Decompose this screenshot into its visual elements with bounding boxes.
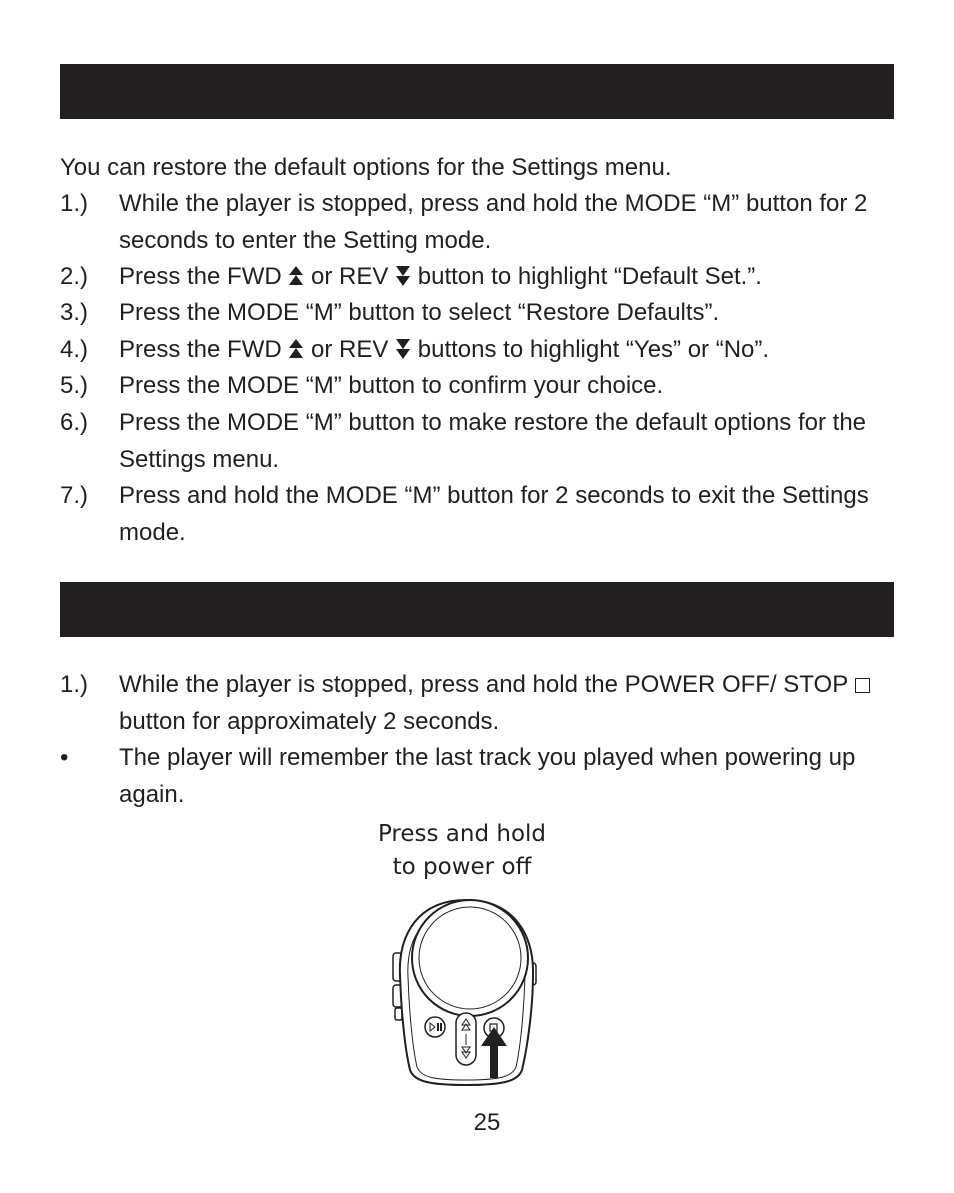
step-number: 7.) — [60, 482, 89, 509]
section-header-bar-1 — [60, 64, 894, 119]
stop-square-icon — [855, 678, 870, 693]
step-number: 5.) — [60, 372, 89, 399]
page-number: 25 — [473, 1109, 501, 1136]
caption-line-1: Press and hold — [377, 821, 547, 847]
step-text — [119, 667, 899, 740]
step-text-part: or REV — [311, 336, 389, 363]
step-text-part: or REV — [311, 263, 389, 290]
section-header-bar-2 — [60, 582, 894, 637]
step-number: 3.) — [60, 299, 89, 326]
rev-arrow-icon — [395, 265, 411, 287]
step-text-part: button for approximately 2 seconds. — [119, 707, 500, 735]
step-text: Press the MODE “M” button to make restore the default options for the Settings menu. — [119, 409, 867, 473]
step-text — [119, 332, 899, 369]
step-text-part: While the player is stopped, press and hold the POWER OFF/ STOP — [119, 671, 848, 698]
step-text-part: Press the FWD — [119, 263, 282, 290]
bullet-mark: • — [60, 744, 69, 771]
step-text: Press the MODE “M” button to select “Restore Defaults”. — [119, 299, 720, 326]
step-text-part: buttons to highlight “Yes” or “No”. — [417, 336, 770, 363]
step-text — [119, 259, 899, 296]
step-number: 1.) — [60, 671, 89, 698]
step-text-part: button to highlight “Default Set.”. — [417, 263, 762, 290]
caption-line-2: to power off — [392, 854, 532, 880]
step-text-part: Press the FWD — [119, 336, 282, 363]
intro-text: You can restore the default options for the Settings menu. — [60, 154, 672, 181]
rev-arrow-icon — [395, 338, 411, 360]
step-number: 6.) — [60, 409, 89, 436]
step-text: Press the MODE “M” button to confirm your choice. — [119, 372, 664, 399]
step-number: 2.) — [60, 263, 89, 290]
bullet-text: The player will remember the last track you played when powering up again. — [119, 744, 856, 808]
step-text: Press and hold the MODE “M” button for 2 seconds to exit the Settings mode. — [119, 482, 869, 546]
step-number: 1.) — [60, 190, 89, 217]
fwd-arrow-icon — [288, 338, 304, 360]
figure-caption — [337, 818, 587, 884]
fwd-arrow-icon — [288, 265, 304, 287]
step-text: While the player is stopped, press and hold the MODE “M” button for 2 seconds to enter the Setting mode. — [119, 190, 868, 254]
player-device-illustration — [388, 895, 548, 1090]
step-number: 4.) — [60, 336, 89, 363]
